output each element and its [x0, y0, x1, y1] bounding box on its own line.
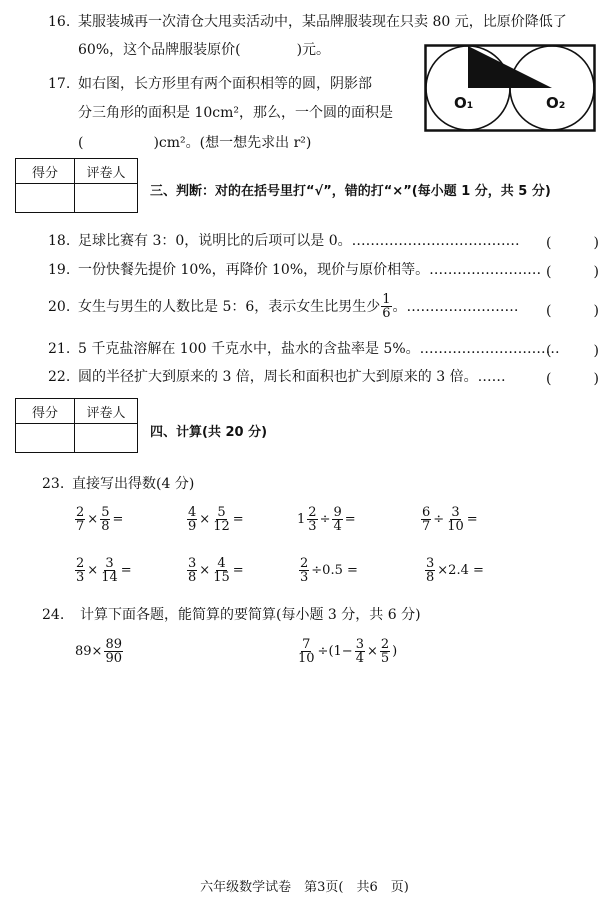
fraction	[299, 557, 309, 584]
question-text: 足球比赛有 3：0，说明比的后项可以是 0。	[78, 233, 352, 249]
fraction-one-sixth	[381, 293, 391, 320]
label-o2: O₂	[546, 94, 566, 112]
denominator: 12	[213, 519, 230, 534]
fraction	[187, 557, 197, 584]
denominator: 6	[382, 306, 391, 321]
fraction	[104, 638, 123, 665]
denominator: 7	[422, 519, 431, 534]
fraction	[421, 506, 431, 533]
expression-end: )	[392, 644, 398, 659]
calc-1-2-3-div-9-4	[296, 506, 357, 533]
denominator: 10	[447, 519, 464, 534]
shaded-triangle	[468, 46, 552, 88]
fraction	[212, 557, 231, 584]
score-box	[15, 398, 138, 453]
score-cell[interactable]	[16, 424, 75, 453]
denominator: 90	[105, 651, 122, 666]
question-22	[48, 368, 506, 386]
numerator: 9	[333, 505, 342, 520]
question-text: 某服装城再一次清仓大甩卖活动中，某品牌服装现在只卖 80 元，比原价降低了	[78, 14, 567, 30]
equals-sign: =	[344, 512, 356, 527]
denominator: 3	[308, 519, 317, 534]
numerator: 3	[355, 637, 364, 652]
numerator: 2	[380, 637, 390, 652]
numerator: 3	[188, 556, 197, 571]
calc-3-8-times-2-4	[424, 557, 485, 584]
fraction	[75, 506, 85, 533]
question-17	[48, 75, 372, 93]
leader-dots: ……………………	[429, 262, 542, 278]
expression-lead: 89×	[75, 644, 103, 659]
score-cell[interactable]	[16, 184, 75, 213]
answer-paren-20[interactable]: ( )	[546, 303, 599, 319]
fraction	[75, 557, 85, 584]
numerator: 2	[300, 556, 309, 571]
question-17-line2: 分三角形的面积是 10cm²，那么，一个圆的面积是	[78, 105, 393, 121]
fraction	[307, 506, 317, 533]
operator: ×	[87, 512, 99, 527]
denominator: 4	[355, 651, 364, 666]
operator: ×	[87, 563, 99, 578]
calc-2-7-times-5-8	[74, 506, 124, 533]
fraction	[446, 506, 465, 533]
numerator: 2	[76, 505, 85, 520]
question-16	[48, 13, 567, 31]
fraction	[380, 638, 390, 665]
denominator: 10	[298, 651, 315, 666]
equals-sign: =	[112, 512, 124, 527]
equals-sign: =	[466, 512, 478, 527]
fraction	[100, 557, 119, 584]
question-23	[42, 475, 194, 493]
question-number: 19.	[48, 262, 71, 278]
calc-2-3-times-3-14	[74, 557, 133, 584]
numerator: 6	[422, 505, 431, 520]
calc-2-3-div-0-5	[298, 557, 359, 584]
operator: ×	[199, 563, 211, 578]
denominator: 8	[101, 519, 110, 534]
answer-paren-21[interactable]: ( )	[546, 343, 599, 359]
reviewer-label: 评卷人	[75, 399, 138, 424]
answer-paren-19[interactable]: ( )	[546, 264, 599, 280]
operator: ×	[199, 512, 211, 527]
denominator: 8	[426, 570, 435, 585]
numerator: 89	[105, 637, 122, 652]
whole-number: 1	[297, 512, 306, 527]
equals-sign: =	[232, 563, 244, 578]
fraction	[355, 638, 365, 665]
question-number: 21.	[48, 341, 71, 357]
operator: ×	[366, 644, 378, 659]
reviewer-cell[interactable]	[75, 184, 138, 213]
question-text: 圆的半径扩大到原来的 3 倍，周长和面积也扩大到原来的 3 倍。	[78, 369, 478, 385]
score-label: 得分	[16, 159, 75, 184]
denominator: 14	[101, 570, 118, 585]
numerator: 4	[217, 556, 226, 571]
question-17-line3: ( )cm²。(想一想先求出 r²)	[78, 135, 312, 151]
question-text: 如右图，长方形里有两个面积相等的圆，阴影部	[78, 76, 372, 92]
question-text: 一份快餐先提价 10%，再降价 10%，现价与原价相等。	[78, 262, 430, 278]
numerator: 5	[217, 505, 226, 520]
equals-sign: =	[120, 563, 132, 578]
score-box	[15, 158, 138, 213]
question-text: 5 千克盐溶解在 100 千克水中，盐水的含盐率是 5%。	[78, 341, 420, 357]
fraction	[100, 506, 110, 533]
leader-dots: ……………………	[406, 298, 519, 315]
circles-figure	[424, 44, 596, 132]
question-text: 计算下面各题，能简算的要简算(每小题 3 分，共 6 分)	[80, 607, 421, 623]
fraction	[187, 506, 197, 533]
page-footer: 六年级数学试卷 第3页( 共6 页)	[200, 880, 409, 895]
expression-mid: ÷(1−	[317, 644, 353, 659]
fraction	[332, 506, 342, 533]
fraction	[297, 638, 316, 665]
question-text: 女生与男生的人数比是 5：6，表示女生比男生少	[78, 298, 381, 315]
numerator: 7	[302, 637, 311, 652]
question-number: 17.	[48, 76, 71, 92]
numerator: 3	[451, 505, 460, 520]
question-19	[48, 261, 541, 279]
numerator: 2	[308, 505, 317, 520]
calc-6-7-div-3-10	[420, 506, 479, 533]
question-20	[48, 293, 519, 320]
numerator: 4	[188, 505, 197, 520]
question-number: 23.	[42, 476, 65, 492]
denominator: 3	[76, 570, 85, 585]
calc-4-9-times-5-12	[186, 506, 245, 533]
question-24	[42, 606, 421, 624]
leader-dots: ……	[477, 369, 506, 385]
calc-7-10-div-expression	[296, 638, 398, 665]
question-tail: 。	[392, 298, 407, 315]
calc-3-8-times-4-15	[186, 557, 245, 584]
expression-rest: ×2.4 =	[437, 563, 484, 578]
operator: ÷	[319, 512, 331, 527]
reviewer-label: 评卷人	[75, 159, 138, 184]
label-o1: O₁	[454, 94, 474, 112]
question-number: 20.	[48, 298, 71, 315]
operator: ÷	[433, 512, 445, 527]
denominator: 5	[380, 651, 390, 666]
answer-paren-18[interactable]: ( )	[546, 235, 599, 251]
score-label: 得分	[16, 399, 75, 424]
fraction	[425, 557, 435, 584]
denominator: 4	[333, 519, 342, 534]
fraction	[212, 506, 231, 533]
section-4-title: 四、计算(共 20 分)	[150, 425, 268, 440]
equals-sign: =	[232, 512, 244, 527]
calc-89-times-89-90	[74, 638, 124, 665]
denominator: 3	[300, 570, 309, 585]
question-number: 24.	[42, 607, 65, 623]
question-21	[48, 340, 560, 358]
question-16-line2: 60%，这个品牌服装原价( )元。	[78, 42, 331, 58]
question-number: 22.	[48, 369, 71, 385]
denominator: 15	[213, 570, 230, 585]
answer-paren-22[interactable]: ( )	[546, 371, 599, 387]
question-text: 直接写出得数(4 分)	[72, 476, 195, 492]
numerator: 5	[101, 505, 110, 520]
denominator: 8	[188, 570, 197, 585]
reviewer-cell[interactable]	[75, 424, 138, 453]
question-number: 16.	[48, 14, 71, 30]
leader-dots: …………………………	[419, 341, 560, 357]
denominator: 7	[76, 519, 85, 534]
numerator: 3	[426, 556, 435, 571]
section-3-title: 三、判断：对的在括号里打“√”，错的打“×”(每小题 1 分，共 5 分)	[150, 184, 551, 199]
denominator: 9	[188, 519, 197, 534]
question-number: 18.	[48, 233, 71, 249]
numerator: 1	[382, 292, 391, 307]
question-18	[48, 232, 520, 250]
numerator: 2	[76, 556, 85, 571]
leader-dots: ………………………………	[351, 233, 520, 249]
expression-rest: ÷0.5 =	[311, 563, 358, 578]
numerator: 3	[105, 556, 114, 571]
